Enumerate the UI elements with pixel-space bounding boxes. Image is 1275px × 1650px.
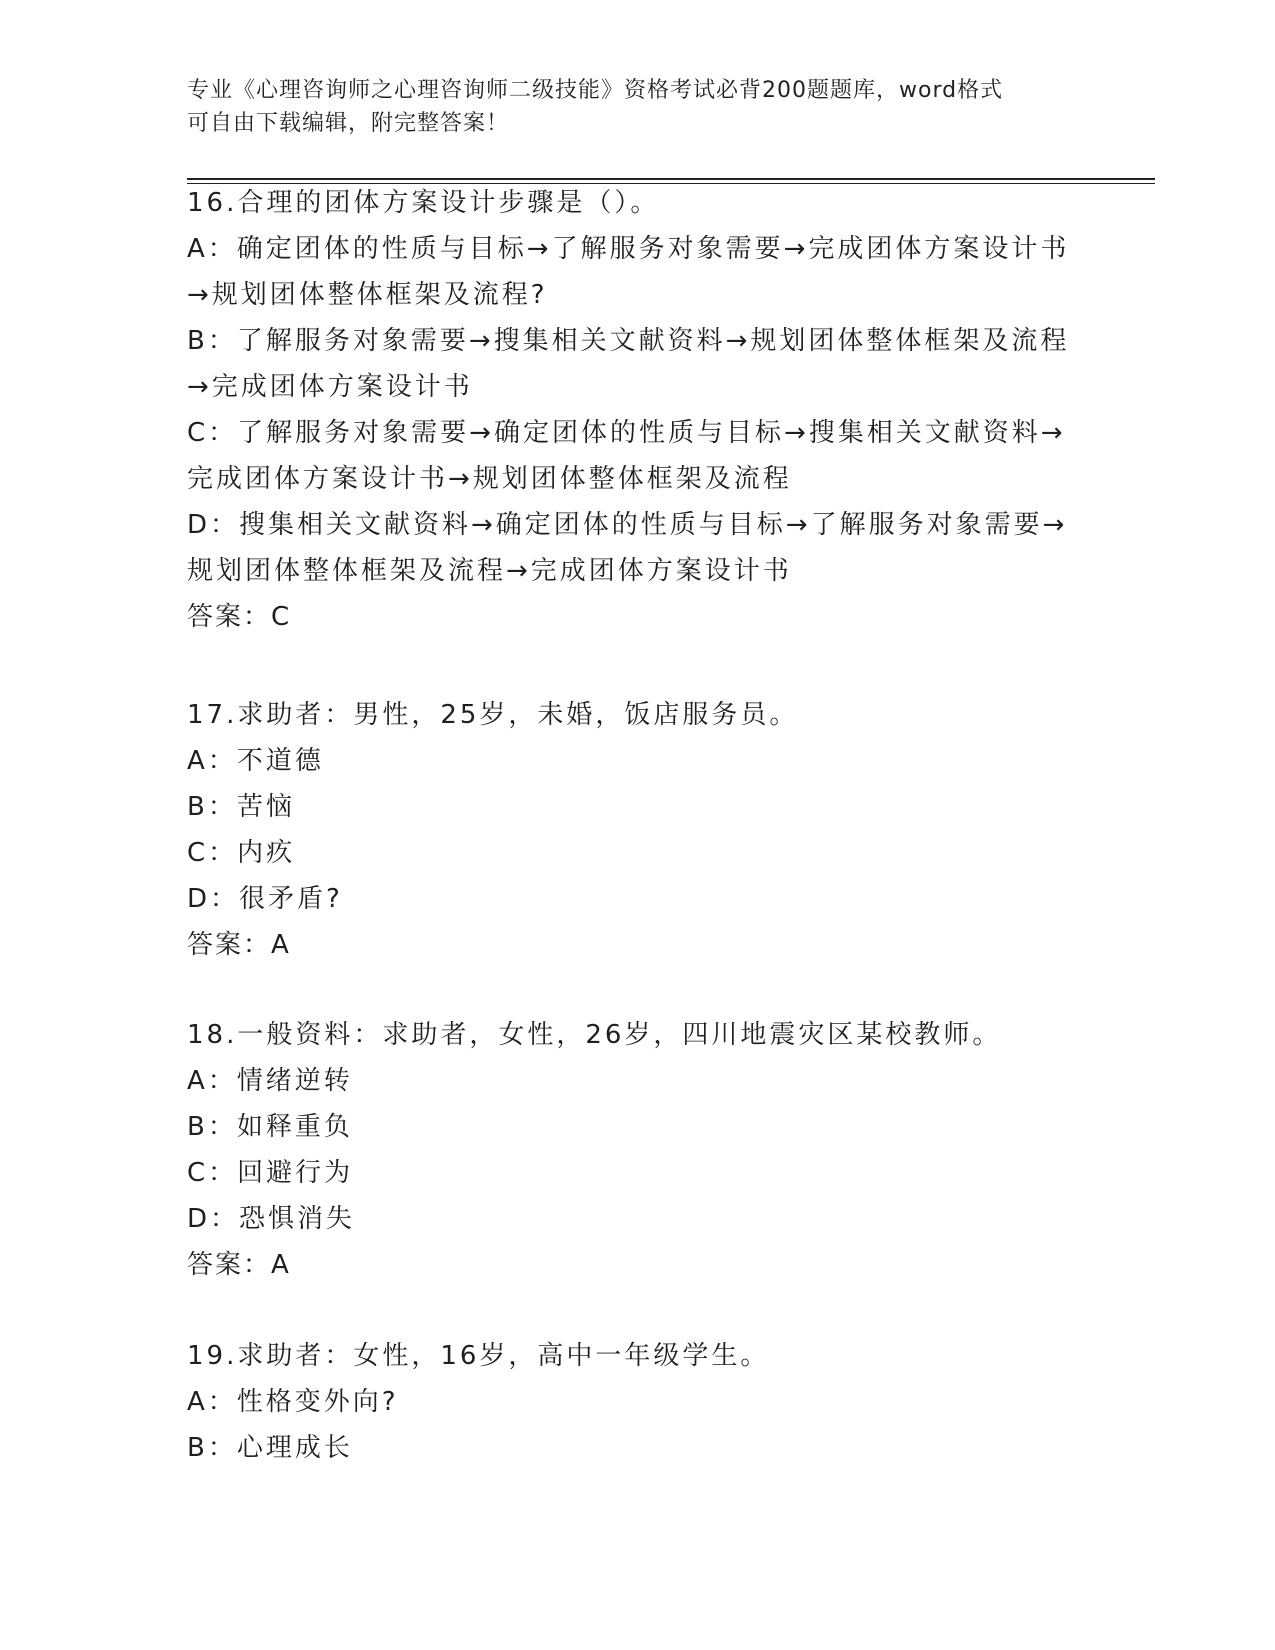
option-line: →完成团体方案设计书 (187, 372, 473, 402)
question-17 (187, 692, 1087, 968)
option-a: A：性格变外向? (187, 1387, 399, 1417)
question-18 (187, 1012, 1087, 1288)
answer-line: 答案：A (187, 930, 291, 960)
answer-line: 答案：A (187, 1250, 291, 1280)
option-c: C：内疚 (187, 838, 296, 868)
option-line: A：确定团体的性质与目标→了解服务对象需要→完成团体方案设计书 (187, 234, 1070, 264)
option-line: B：了解服务对象需要→搜集相关文献资料→规划团体整体框架及流程 (187, 326, 1070, 356)
header-line-2: 可自由下载编辑，附完整答案！ (187, 111, 510, 136)
answer-line: 答案：C (187, 602, 292, 632)
option-line: 规划团体整体框架及流程→完成团体方案设计书 (187, 556, 792, 586)
question-stem: 18.一般资料：求助者，女性，26岁，四川地震灾区某校教师。 (187, 1020, 1002, 1050)
option-b: B：心理成长 (187, 1433, 353, 1463)
option-line: D：搜集相关文献资料→确定团体的性质与目标→了解服务对象需要→ (187, 510, 1068, 540)
question-19 (187, 1333, 1087, 1471)
option-d: D：恐惧消失 (187, 1204, 356, 1234)
question-stem: 17.求助者：男性，25岁，未婚，饭店服务员。 (187, 700, 799, 730)
header-line-1: 专业《心理咨询师之心理咨询师二级技能》资格考试必背200题题库，word格式 (187, 78, 1004, 103)
question-stem: 16.合理的团体方案设计步骤是（）。 (187, 188, 660, 218)
option-a: A：不道德 (187, 746, 324, 776)
document-header (187, 74, 1087, 140)
option-b: B：如释重负 (187, 1112, 353, 1142)
question-16 (187, 180, 1087, 640)
option-line: 完成团体方案设计书→规划团体整体框架及流程 (187, 464, 792, 494)
option-a: A：情绪逆转 (187, 1066, 353, 1096)
option-c: C：回避行为 (187, 1158, 354, 1188)
option-line: C：了解服务对象需要→确定团体的性质与目标→搜集相关文献资料→ (187, 418, 1066, 448)
option-b: B：苦恼 (187, 792, 295, 822)
question-stem: 19.求助者：女性，16岁，高中一年级学生。 (187, 1341, 770, 1371)
option-line: →规划团体整体框架及流程? (187, 280, 548, 310)
option-d: D：很矛盾? (187, 884, 343, 914)
